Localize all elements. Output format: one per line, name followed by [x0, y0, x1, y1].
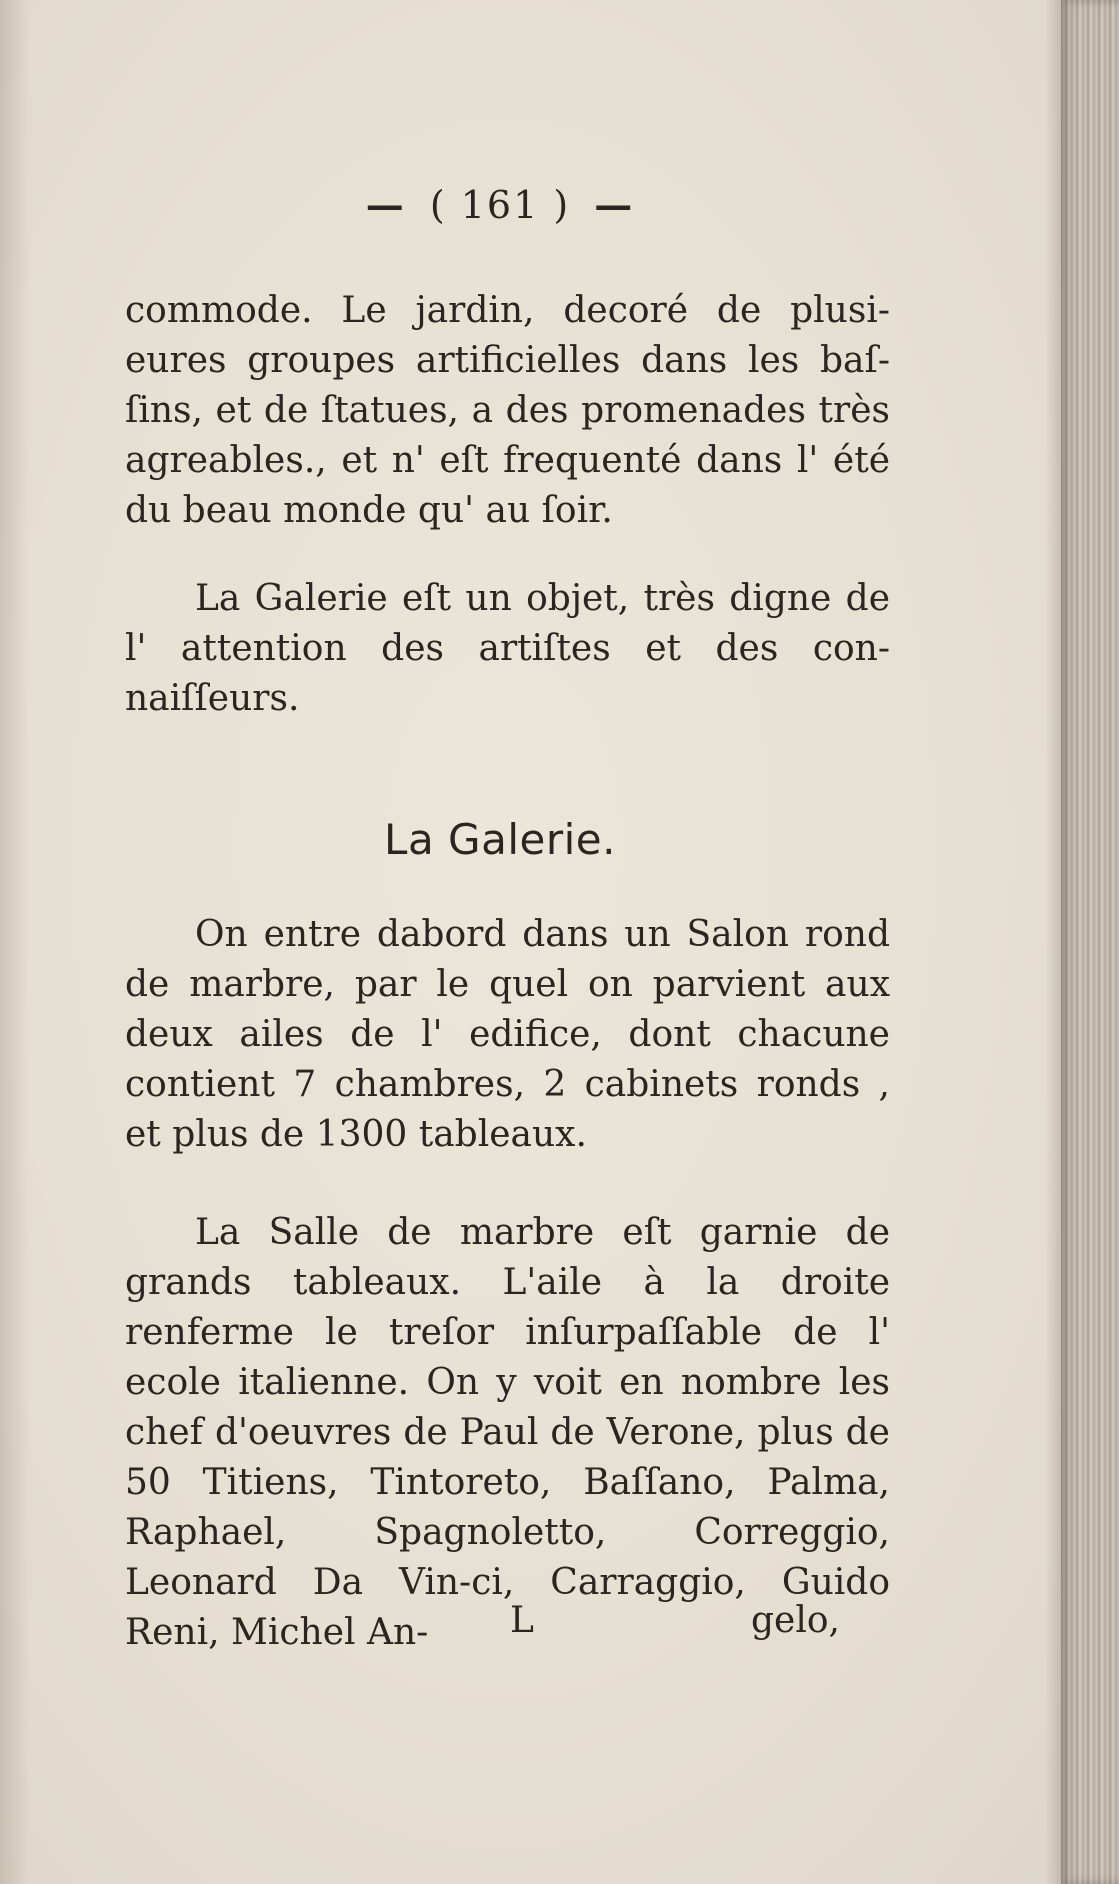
paragraph-marble-hall: La Salle de marbre eſt garnie de grands tableaux. L'aile à la droite renferme le treſor inſurpaſſable de l' ecole italienne. On y voit en nombre les chef d'oeuvres de Paul de Verone, plus de 50 Titiens, Tintoreto, Baſſano, Palma, Raphael, Spagnoletto, Correggio, Leonard Da Vin-ci, Carraggio, Guido Reni, Michel An-	[125, 1212, 890, 1653]
page-edge-shadow	[1045, 0, 1061, 1884]
catchword: gelo,	[751, 1600, 840, 1641]
paragraph-salon: On entre dabord dans un Salon rond de marbre, par le quel on parvient aux deux ailes de l' edifice, dont chacune contient 7 chambres, 2 cabinets ronds , et plus de 1300 tableaux.	[125, 914, 890, 1155]
section-title: La Galerie.	[384, 815, 616, 864]
book-block-edge	[1061, 0, 1119, 1884]
page-header	[0, 182, 1000, 227]
signature-mark: L	[510, 1600, 534, 1641]
paragraph-gallery-intro: La Galerie eſt un objet, très digne de l' attention des artiſtes et des con-naiſſeurs.	[125, 578, 890, 719]
page-footer	[125, 1600, 890, 1650]
header-dash-right: —	[594, 182, 635, 227]
page-number: ( 161 )	[429, 183, 571, 227]
paragraph-garden: commode. Le jardin, decoré de plusi-eures groupes artificielles dans les baſ-ſins, et de ſtatues, a des promenades très agreables., et n' eſt frequenté dans l' été du beau monde qu' au ſoir.	[125, 290, 890, 531]
page-gutter-shadow	[0, 0, 30, 1884]
header-dash-left: —	[365, 182, 406, 227]
